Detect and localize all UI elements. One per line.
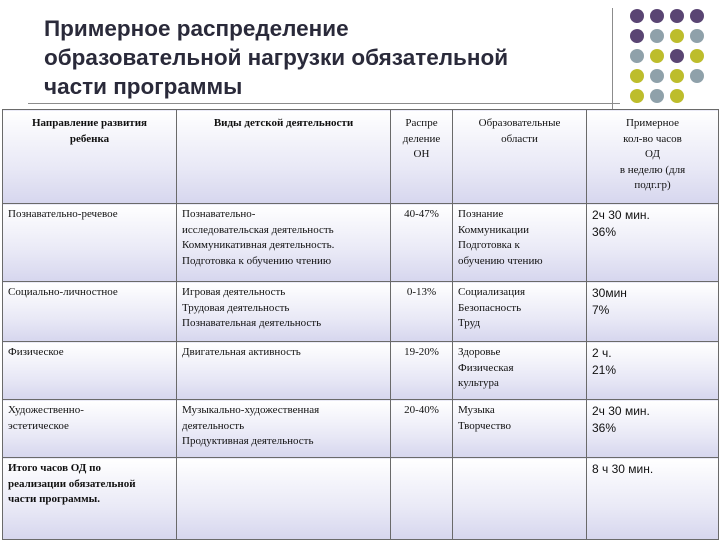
header-hours: Примерное кол-во часов ОД в неделю (для подг.гр) [587, 110, 719, 204]
decorative-dot [670, 69, 684, 83]
cell-direction: Социально-личностное [3, 282, 177, 342]
cell-empty [391, 458, 453, 540]
cell-hours: 2 ч. 21% [587, 342, 719, 400]
cell-distribution: 40-47% [391, 204, 453, 282]
cell-areas: Познание Коммуникации Подготовка к обучению чтению [453, 204, 587, 282]
title-line-2: образовательной нагрузки обязательной [44, 45, 509, 70]
decorative-dot [630, 9, 644, 23]
decorative-dot [630, 89, 644, 103]
header-direction: Направление развития ребенка [3, 110, 177, 204]
cell-direction: Физическое [3, 342, 177, 400]
header-activities: Виды детской деятельности [177, 110, 391, 204]
cell-distribution: 19-20% [391, 342, 453, 400]
cell-empty [453, 458, 587, 540]
decorative-dot [690, 29, 704, 43]
decorative-dot [650, 89, 664, 103]
cell-distribution: 20-40% [391, 400, 453, 458]
decorative-dot [690, 69, 704, 83]
load-distribution-table [2, 109, 719, 540]
cell-hours: 2ч 30 мин. 36% [587, 204, 719, 282]
cell-total-hours: 8 ч 30 мин. [587, 458, 719, 540]
cell-hours: 2ч 30 мин. 36% [587, 400, 719, 458]
table-row [3, 400, 719, 458]
cell-activities: Игровая деятельность Трудовая деятельность Познавательная деятельность [177, 282, 391, 342]
cell-empty [177, 458, 391, 540]
header-areas: Образовательные области [453, 110, 587, 204]
decorative-dot [670, 89, 684, 103]
decorative-dot [630, 29, 644, 43]
cell-hours: 30мин 7% [587, 282, 719, 342]
decorative-dot [650, 69, 664, 83]
title-line-1: Примерное распределение [44, 16, 349, 41]
decorative-dot [630, 69, 644, 83]
decorative-dot [690, 49, 704, 63]
decorative-dot [670, 49, 684, 63]
page-title [44, 14, 604, 101]
decorative-dot [630, 49, 644, 63]
table-row [3, 204, 719, 282]
decorative-dot [690, 9, 704, 23]
cell-total-label: Итого часов ОД по реализации обязательной части программы. [3, 458, 177, 540]
cell-direction: Художественно- эстетическое [3, 400, 177, 458]
decorative-dot [670, 29, 684, 43]
table-row [3, 282, 719, 342]
cell-activities: Музыкально-художественная деятельность Продуктивная деятельность [177, 400, 391, 458]
table-header-row [3, 110, 719, 204]
header-distribution: Распре деление ОН [391, 110, 453, 204]
cell-distribution: 0-13% [391, 282, 453, 342]
title-line-3: части программы [44, 74, 243, 99]
decorative-dot [650, 9, 664, 23]
table-total-row [3, 458, 719, 540]
decorative-horizontal-line [28, 103, 620, 104]
cell-activities: Познавательно- исследовательская деятельность Коммуникативная деятельность. Подготовка к обучению чтению [177, 204, 391, 282]
decorative-dot [650, 29, 664, 43]
cell-direction: Познавательно-речевое [3, 204, 177, 282]
cell-areas: Социализация Безопасность Труд [453, 282, 587, 342]
cell-activities: Двигательная активность [177, 342, 391, 400]
cell-areas: Музыка Творчество [453, 400, 587, 458]
table-row [3, 342, 719, 400]
decorative-dot [650, 49, 664, 63]
decorative-dot [670, 9, 684, 23]
cell-areas: Здоровье Физическая культура [453, 342, 587, 400]
